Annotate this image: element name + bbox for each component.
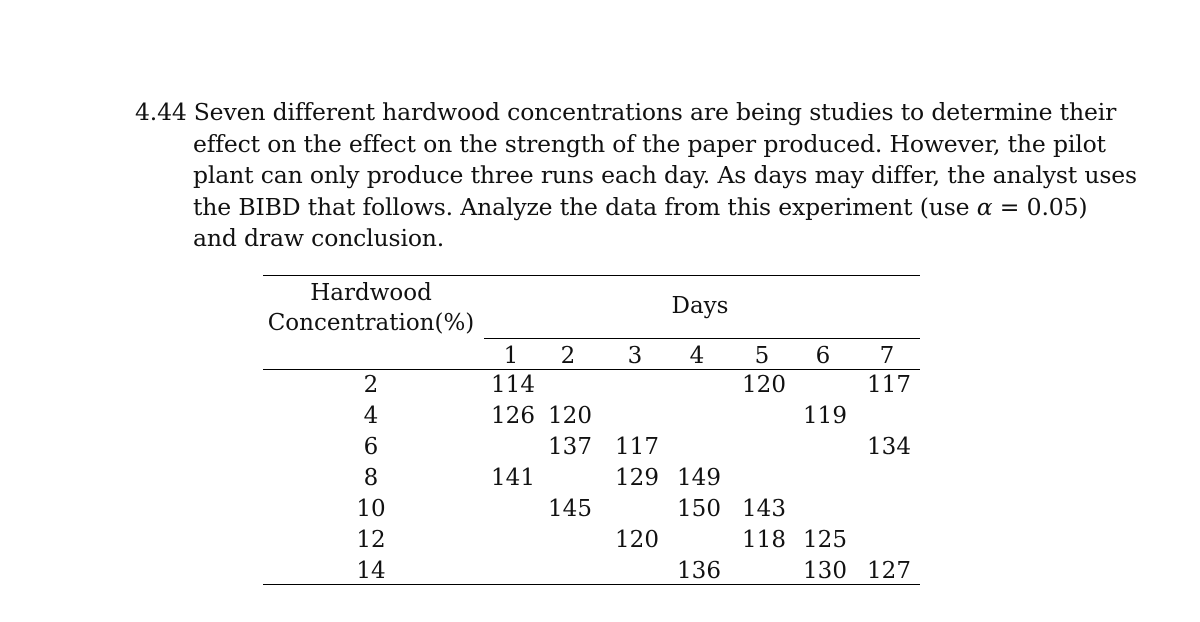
concentration-cell: 12 [356, 527, 386, 553]
row-header-line-2: Concentration(%) [267, 310, 475, 336]
concentration-cell: 6 [363, 434, 379, 460]
strength-value-cell: 120 [548, 403, 592, 429]
strength-value-cell: 134 [867, 434, 911, 460]
alpha-value: = 0.05) [992, 192, 1088, 221]
row-header [263, 278, 479, 338]
strength-value-cell: 127 [867, 558, 911, 584]
day-header-3: 3 [627, 343, 643, 369]
problem-statement [135, 97, 1137, 255]
day-header-5: 5 [754, 343, 770, 369]
strength-value-cell: 114 [491, 372, 535, 398]
problem-line-2: effect on the effect on the strength of the paper produced. However, the pilot [193, 129, 1106, 158]
problem-line-1: 4.44 Seven different hardwood concentrations are being studies to determine their [135, 98, 1117, 126]
day-header-1: 1 [503, 343, 519, 369]
problem-line-3: plant can only produce three runs each day. As days may differ, the analyst uses [193, 161, 1137, 189]
day-header-2: 2 [560, 343, 576, 369]
concentration-cell: 4 [363, 403, 379, 429]
days-header: Days [671, 293, 729, 319]
header-bottom-rule [263, 369, 920, 370]
strength-value-cell: 143 [742, 496, 786, 522]
strength-value-cell: 120 [615, 527, 659, 553]
table-top-rule [263, 275, 920, 276]
concentration-cell: 14 [356, 558, 386, 584]
strength-value-cell: 145 [548, 496, 592, 522]
strength-value-cell: 141 [491, 465, 535, 491]
concentration-cell: 10 [356, 496, 386, 522]
strength-value-cell: 150 [677, 496, 721, 522]
strength-value-cell: 126 [491, 403, 535, 429]
strength-value-cell: 136 [677, 558, 721, 584]
concentration-cell: 8 [363, 465, 379, 491]
concentration-cell: 2 [363, 372, 379, 398]
strength-value-cell: 118 [742, 527, 786, 553]
day-header-4: 4 [689, 343, 705, 369]
strength-value-cell: 129 [615, 465, 659, 491]
problem-line-4: the BIBD that follows. Analyze the data from this experiment (use α = 0.05) [193, 192, 1088, 221]
strength-value-cell: 119 [803, 403, 847, 429]
strength-value-cell: 117 [867, 372, 911, 398]
problem-line-5: and draw conclusion. [193, 224, 445, 252]
problem-number: 4.44 [135, 98, 187, 126]
alpha-symbol: α [976, 192, 993, 221]
strength-value-cell: 149 [677, 465, 721, 491]
strength-value-cell: 130 [803, 558, 847, 584]
days-underline-rule [484, 338, 920, 339]
day-header-6: 6 [815, 343, 831, 369]
strength-value-cell: 137 [548, 434, 592, 460]
strength-value-cell: 125 [803, 527, 847, 553]
row-header-line-1: Hardwood [310, 280, 432, 306]
strength-value-cell: 120 [742, 372, 786, 398]
strength-value-cell: 117 [615, 434, 659, 460]
day-header-7: 7 [879, 343, 895, 369]
table-bottom-rule [263, 584, 920, 585]
